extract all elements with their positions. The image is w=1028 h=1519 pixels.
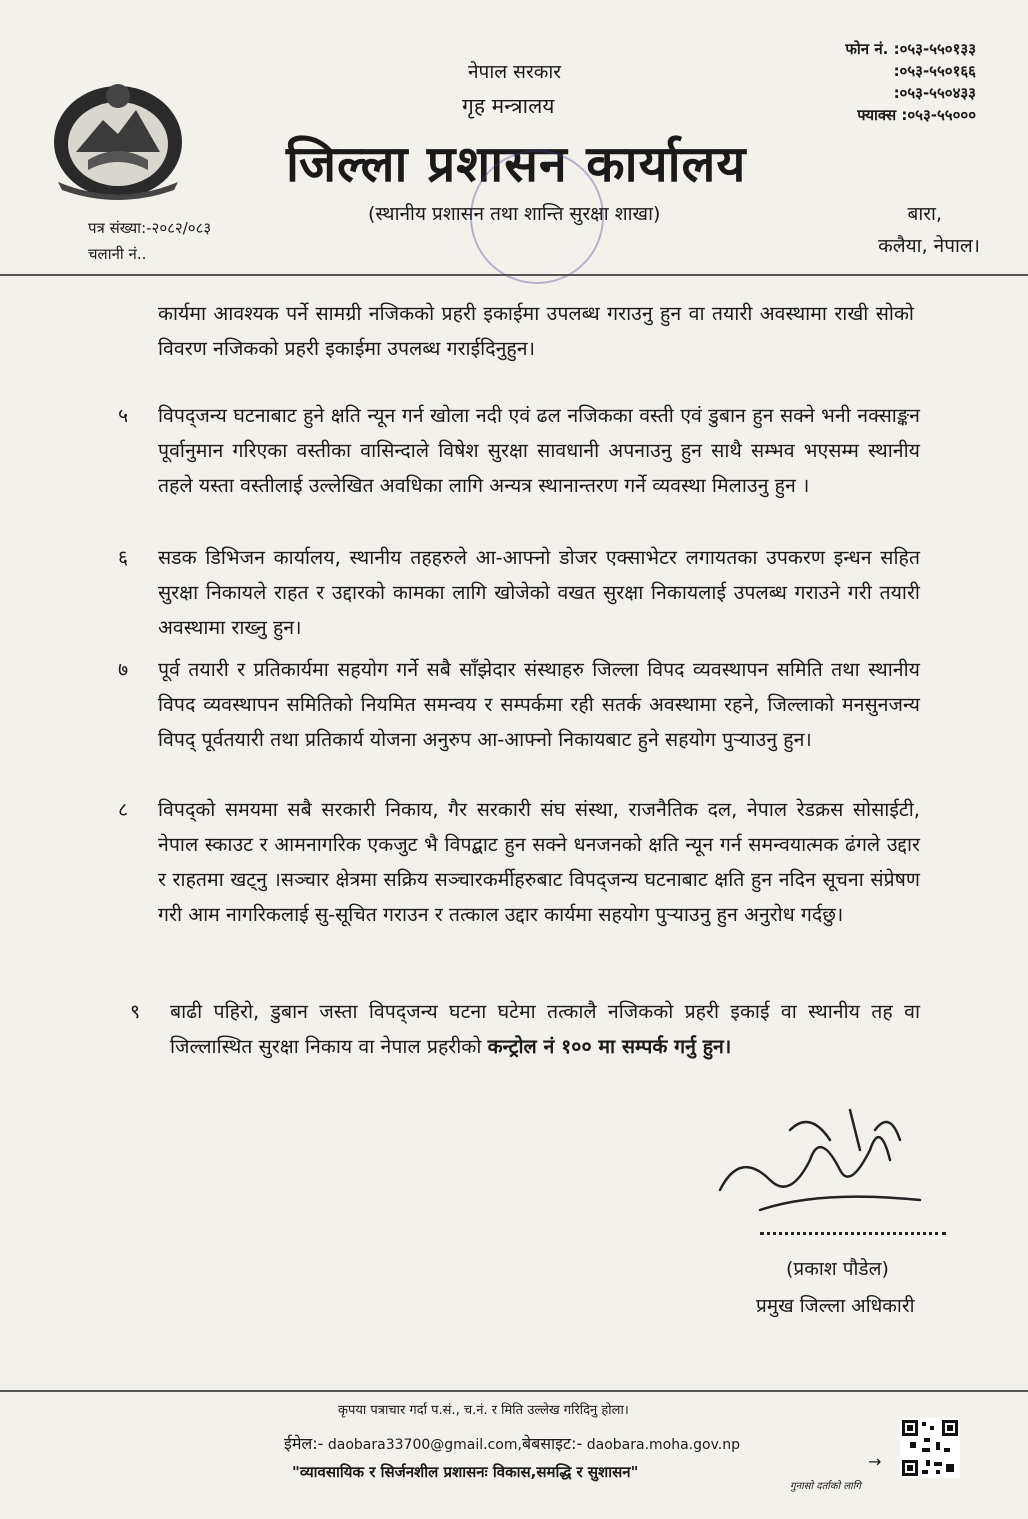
fax: फ्याक्स :०५३-५५०००	[857, 106, 976, 124]
reference-number: पत्र संख्या:-२०८२/०८३	[88, 219, 212, 237]
contact-block	[845, 38, 976, 126]
ministry-name: गृह मन्त्रालय	[462, 94, 555, 118]
office-motto: "व्यावसायिक र सिर्जनशील प्रशासनः विकास,समद्धि र सुशासन"	[292, 1463, 639, 1481]
website-url[interactable]: daobara.moha.gov.np	[586, 1437, 740, 1453]
arrow-right-icon: →	[868, 1452, 882, 1471]
control-number: कन्ट्रोल नं १०० मा सम्पर्क गर्नु हुन।	[487, 1035, 732, 1058]
email-address[interactable]: daobara33700@gmail.com,	[327, 1437, 522, 1453]
signature-line	[760, 1232, 946, 1235]
government-name: नेपाल सरकार	[468, 61, 562, 83]
website-label: बेबसाइट:-	[521, 1434, 583, 1453]
place-city: कलैया, नेपाल।	[878, 235, 980, 257]
footer-contact	[284, 1432, 740, 1454]
qr-note: गुनासो दर्ताको लागि	[790, 1481, 861, 1492]
item-text: विपद्जन्य घटनाबाट हुने क्षति न्यून गर्न खोला नदी एवं ढल नजिकका वस्ती एवं डुबान हुन सक्ने भनी नक्साङ्कन पूर्वानुमान गरिएका वस्तीका वासिन्दाले विषेश सुरक्षा सावधानी अपनाउनु हुन साथै सम्भव भएसम्म स्थानीय तहले यस्ता वस्तीलाई उल्लेखित अवधिका लागि अन्यत्र स्थानान्तरण गर्ने व्यवस्था मिलाउनु हुन ।	[158, 404, 920, 497]
item-text: पूर्व तयारी र प्रतिकार्यमा सहयोग गर्ने सबै साँझेदार संस्थाहरु जिल्ला विपद व्यवस्थापन समिति तथा स्थानीय विपद व्यवस्थापन समितिको नियमित समन्वय र सम्पर्कमा रही सतर्क अवस्थामा रहने, जिल्लाको मनसुनजन्य विपद् पूर्वतयारी तथा प्रतिकार्य योजना अनुरुप आ-आफ्नो निकायबाट हुने सहयोग पुऱ्याउनु हुन।	[158, 658, 920, 751]
phone-1: फोन नं. :०५३-५५०१३३	[845, 40, 976, 58]
office-title: जिल्ला प्रशासन कार्यालय	[286, 135, 747, 193]
email-label: ईमेल:-	[284, 1434, 324, 1453]
dispatch-number: चलानी नं..	[88, 245, 147, 263]
footer-divider	[0, 1390, 1028, 1392]
item-text: विपद्को समयमा सबै सरकारी निकाय, गैर सरकारी संघ संस्था, राजनैतिक दल, नेपाल रेडक्रस सोसाईटी, नेपाल स्काउट र आमनागरिक एकजुट भै विपद्बाट हुन सक्ने धनजनको क्षति न्यून गर्न समन्वयात्मक ढंगले उद्दार र राहतमा खट्नु ।सञ्चार क्षेत्रमा सक्रिय सञ्चारकर्मीहरुबाट विपद्जन्य घटनाबाट क्षति हुन नदिन सूचना संप्रेषण गरी आम नागरिकलाई सु-सूचित गराउन र तत्काल उद्दार कार्यमा सहयोग पुऱ्याउनु हुन अनुरोध गर्दछु।	[158, 798, 920, 926]
item-number: ९	[130, 1000, 141, 1023]
phone-3: :०५३-५५०४३३	[893, 84, 976, 102]
intro-paragraph: कार्यमा आवश्यक पर्ने सामग्री नजिकको प्रहरी इकाईमा उपलब्ध गराउनु हुन वा तयारी अवस्थामा राखी सोको विवरण नजिकको प्रहरी इकाईमा उपलब्ध गराईदिनुहुन।	[158, 302, 914, 360]
correspondence-note: कृपया पत्राचार गर्दा प.सं., च.नं. र मिति उल्लेख गरिदिनु होला।	[338, 1403, 629, 1418]
item-number: ८	[118, 798, 129, 821]
list-item	[118, 398, 920, 538]
item-text-main: बाढी पहिरो, डुबान जस्ता विपद्जन्य घटना घटेमा तत्कालै नजिकको प्रहरी इकाई वा स्थानीय तह वा जिल्लास्थित सुरक्षा निकाय वा नेपाल प्रहरीको	[170, 1000, 920, 1058]
header-divider	[0, 274, 1028, 276]
item-text: सडक डिभिजन कार्यालय, स्थानीय तहहरुले आ-आफ्नो डोजर एक्साभेटर लगायतका उपकरण इन्धन सहित सुरक्षा निकायले राहत र उद्दारको कामका लागि खोजेको वखत सुरक्षा निकायलाई उपलब्ध गराउने गरी तयारी अवस्थामा राख्नु हुन।	[158, 546, 920, 639]
nepal-emblem-icon	[48, 72, 188, 202]
list-item	[118, 540, 920, 650]
signature-image	[700, 1090, 950, 1250]
item-number: ७	[118, 658, 129, 681]
place-district: बारा,	[907, 203, 942, 225]
list-item	[118, 652, 920, 792]
signer-name: (प्रकाश पौडेल)	[786, 1258, 889, 1280]
list-item	[118, 792, 920, 972]
list-item	[130, 994, 920, 1066]
office-stamp	[470, 150, 604, 284]
section-name: (स्थानीय प्रशासन तथा शान्ति सुरक्षा शाखा)	[368, 203, 661, 225]
item-number: ५	[118, 404, 129, 427]
qr-code-icon[interactable]	[900, 1418, 960, 1478]
item-number: ६	[118, 546, 129, 569]
signer-title: प्रमुख जिल्ला अधिकारी	[756, 1295, 915, 1317]
item-text	[170, 994, 920, 1064]
phone-2: :०५३-५५०१६६	[893, 62, 976, 80]
